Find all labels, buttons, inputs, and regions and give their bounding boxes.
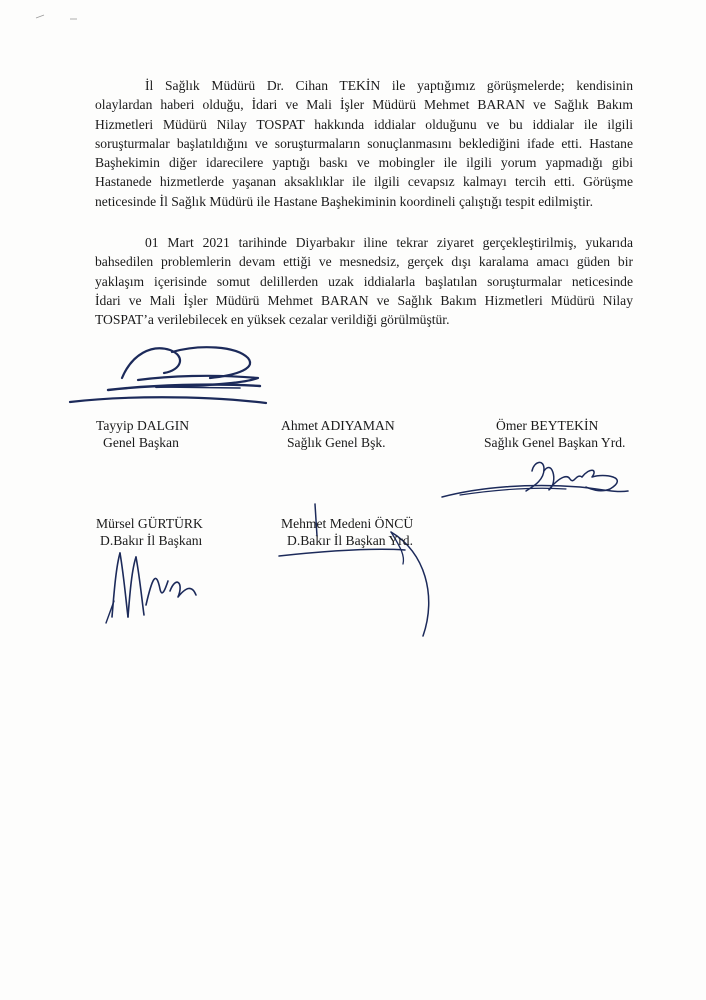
- body-paragraph-2: [95, 233, 633, 329]
- signatory-title: D.Bakır İl Başkan Yrd.: [287, 533, 413, 548]
- signatory-title: D.Bakır İl Başkanı: [100, 533, 203, 548]
- scan-artifact: [0, 0, 706, 30]
- text-line: 01 Mart 2021 tarihinde Diyarbakır iline tekrar ziyaret gerçekleştirilmiş, yukarıda: [145, 235, 633, 250]
- signatory-name: Mürsel GÜRTÜRK: [96, 516, 203, 531]
- signature-dalgin: [60, 340, 275, 415]
- text-line: Hizmetleri Müdürü Nilay TOSPAT hakkında iddialar olduğunu ve bu iddialar ile ilgili: [95, 116, 633, 132]
- text-line: soruşturmalar başlatıldığını ve soruşturmaların sonuçlanmasını beklediğini ifade etti. Hastane: [95, 135, 633, 151]
- signature-beytekin: [440, 455, 635, 505]
- text-line: neticesinde İl Sağlık Müdürü ile Hastane Başhekiminin koordineli çalıştığı tespit edilmiştir.: [95, 193, 593, 209]
- signatory-name: Ömer BEYTEKİN: [496, 418, 599, 433]
- text-line: İdari ve Mali İşler Müdürü Mehmet BARAN ve Sağlık Bakım Hizmetleri Müdürü Nilay: [95, 292, 633, 308]
- body-paragraph-1: [95, 76, 633, 211]
- signatory-name: Tayyip DALGIN: [96, 418, 190, 433]
- signatory-title: Genel Başkan: [103, 435, 179, 450]
- signatory-title: Sağlık Genel Başkan Yrd.: [484, 435, 626, 450]
- signatory-name: Mehmet Medeni ÖNCÜ: [281, 516, 414, 531]
- text-line: İl Sağlık Müdürü Dr. Cihan TEKİN ile yaptığımız görüşmelerde; kendisinin: [145, 78, 633, 93]
- text-line: olaylardan haberi olduğu, İdari ve Mali İşler Müdürü Mehmet BARAN ve Sağlık Bakım: [95, 97, 633, 113]
- text-line: Hastanede hizmetlerde yaşanan aksaklıklar ile ilgili cevapsız kalmayı tercih etti. Görüşme: [95, 174, 633, 190]
- signatory-title: Sağlık Genel Bşk.: [287, 435, 386, 450]
- signatory-name: Ahmet ADIYAMAN: [281, 418, 395, 433]
- text-line: bahsedilen problemlerin devam ettiği ve mesnedsiz, gerçek dışı karalama amacı güden bir: [95, 254, 633, 270]
- text-line: Başhekimin diğer idarecilere yaptığı baskı ve mobingler ile ilgili yorum yapmadığı gibi: [95, 155, 633, 171]
- signature-gurturk: [100, 545, 215, 625]
- text-line: TOSPAT’a verilebilecek en yüksek cezalar verildiği görülmüştür.: [95, 312, 450, 328]
- text-line: yaklaşım içerisinde somut delillerden uzak iddialarla başlatılan soruşturmalar neticesinde: [95, 273, 633, 289]
